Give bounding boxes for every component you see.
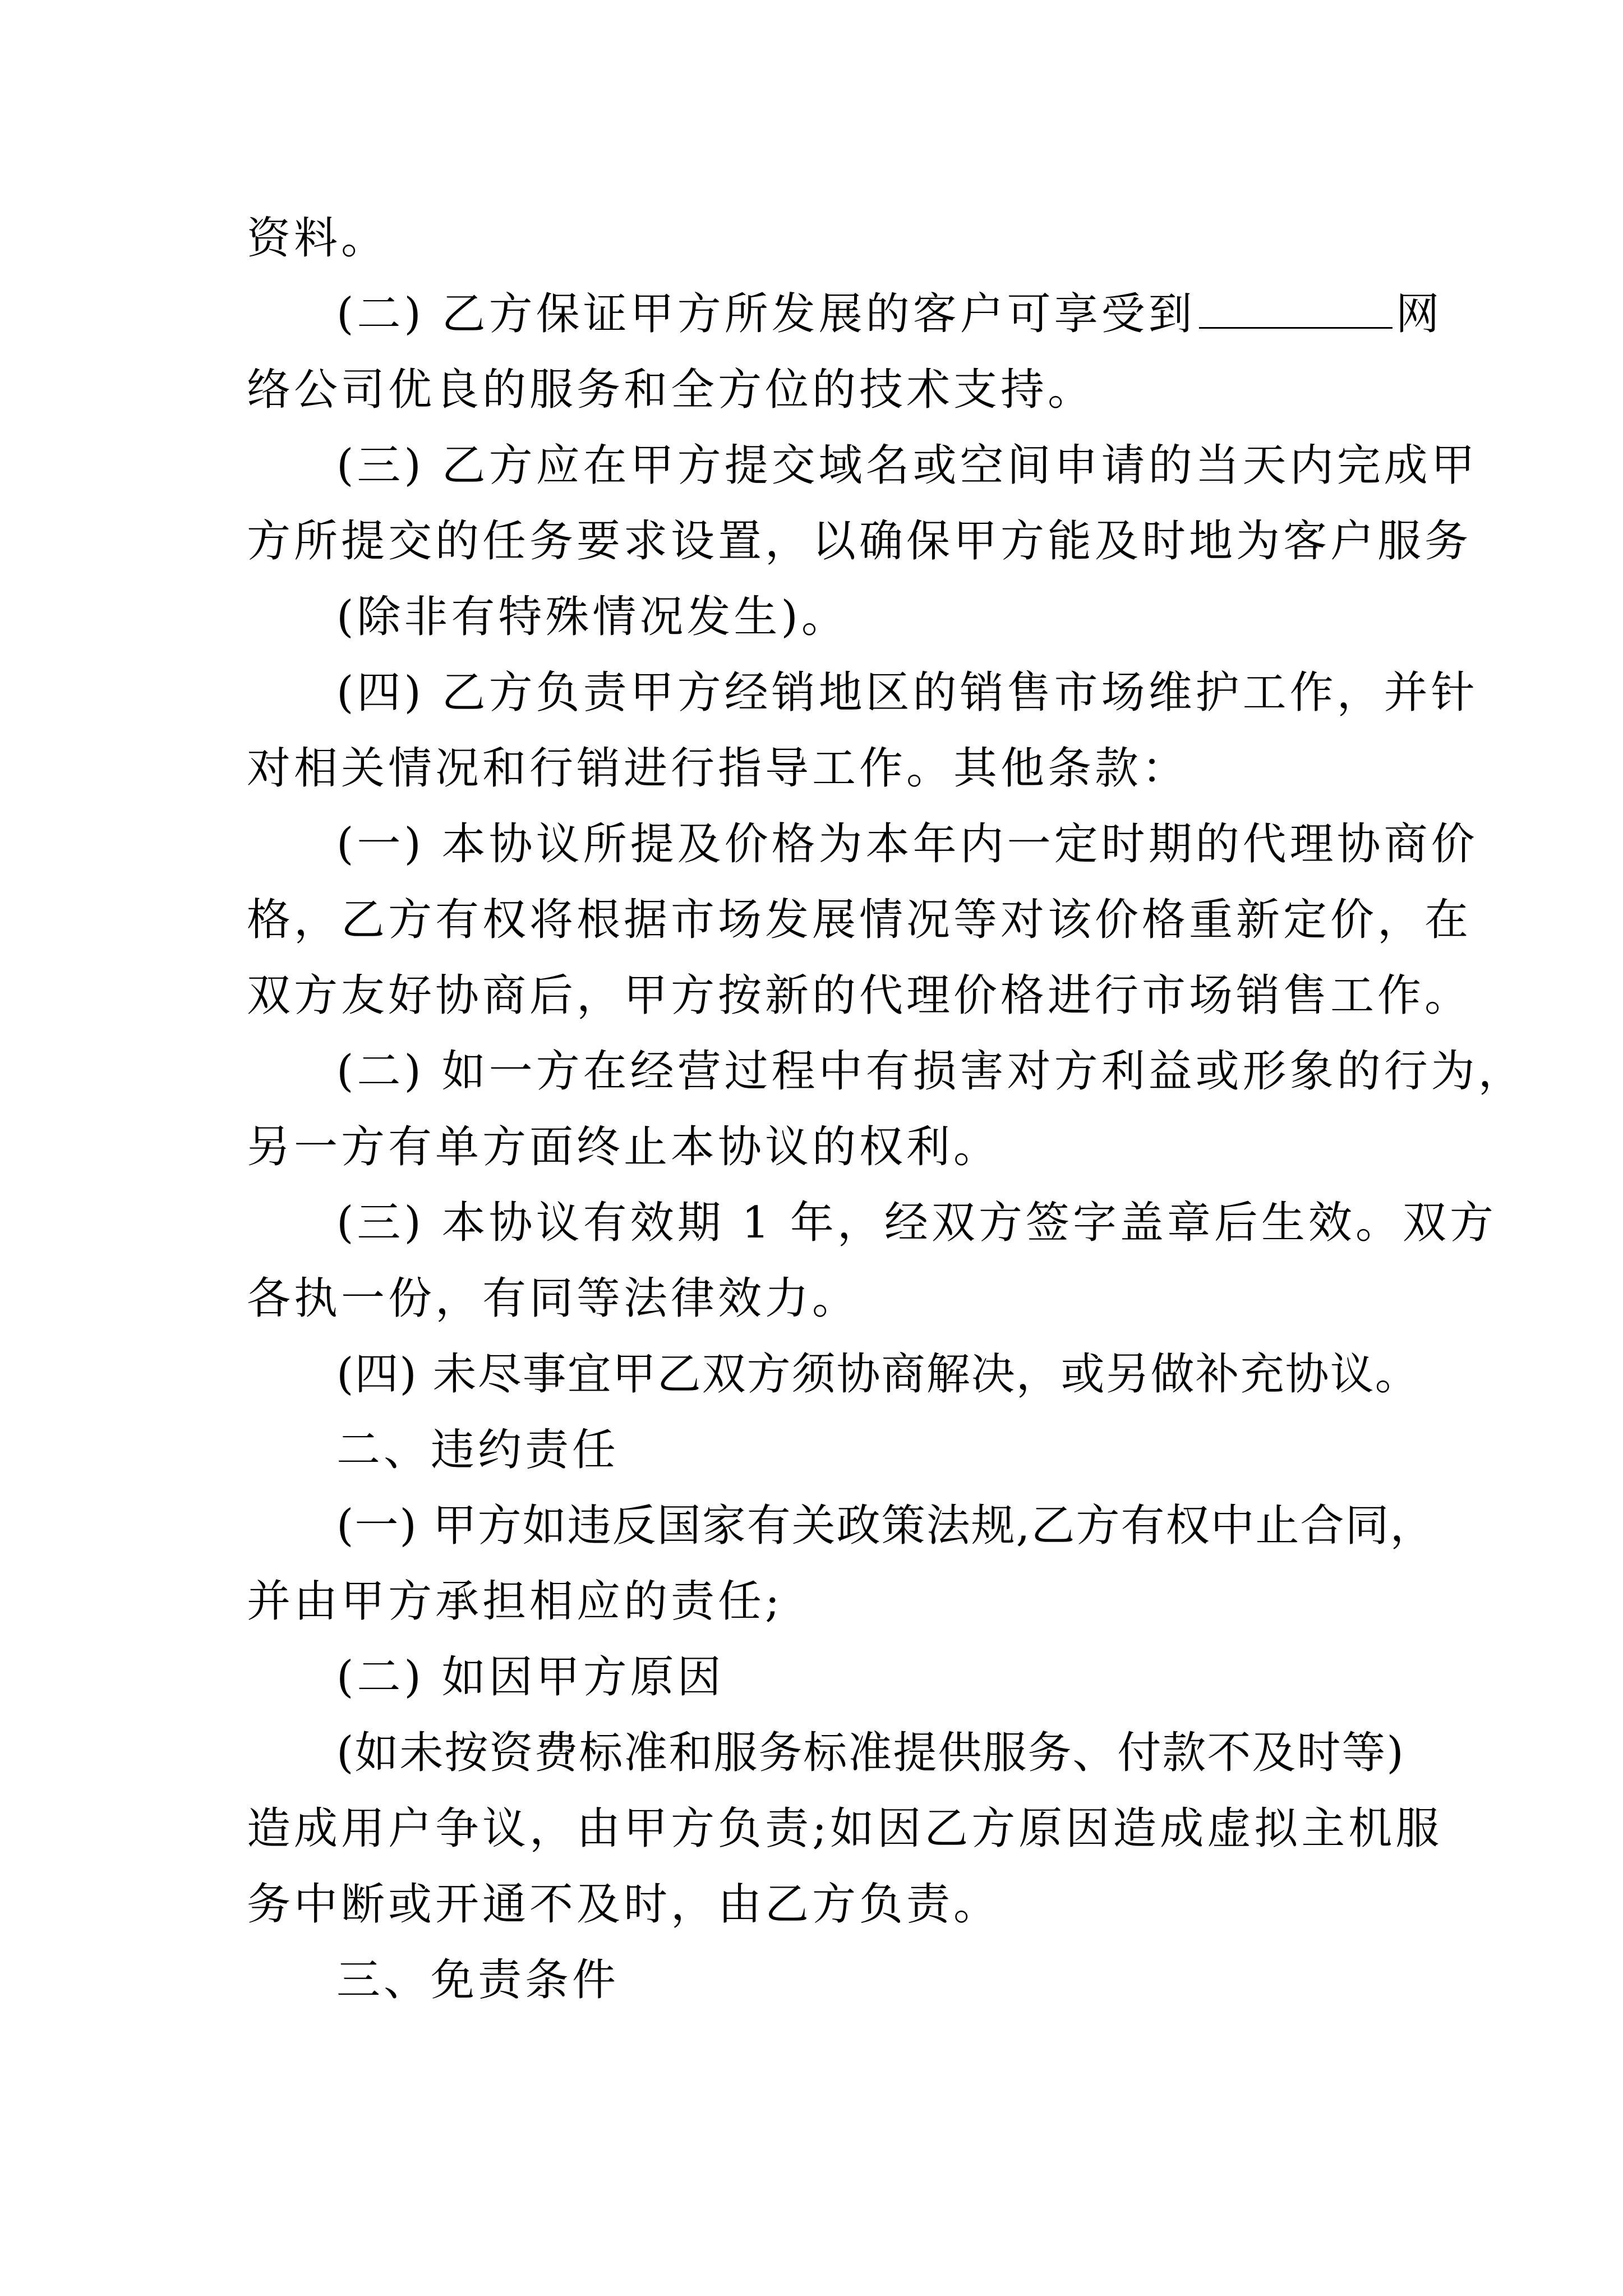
paragraph-line: (一) 甲方如违反国家有关政策法规,乙方有权中止合同， <box>336 1501 1435 1551</box>
paragraph-line <box>336 283 1443 345</box>
paragraph-text: (二) 乙方保证甲方所发展的客户可享受到 <box>336 289 1196 339</box>
paragraph-line: (二) 如一方在经营过程中有损害对方利益或形象的行为， <box>336 1046 1525 1097</box>
paragraph-line: (除非有特殊情况发生)。 <box>336 592 849 642</box>
paragraph-line: (四) 乙方负责甲方经销地区的销售市场维护工作，并针 <box>336 668 1478 718</box>
fill-in-blank <box>1199 288 1393 329</box>
paragraph-line: 双方友好协商后，甲方按新的代理价格进行市场销售工作。 <box>247 970 1472 1021</box>
paragraph-line: (四) 未尽事宜甲乙双方须协商解决，或另做补充协议。 <box>336 1349 1420 1400</box>
paragraph-line: 另一方有单方面终止本协议的权利。 <box>247 1122 1001 1172</box>
section-heading: 三、免责条件 <box>336 1955 620 2005</box>
paragraph-line: 各执一份，有同等法律效力。 <box>247 1273 860 1324</box>
paragraph-line: 方所提交的任务要求设置，以确保甲方能及时地为客户服务 <box>247 516 1472 567</box>
section-heading: 二、违约责任 <box>336 1425 620 1475</box>
paragraph-line: 络公司优良的服务和全方位的技术支持。 <box>247 365 1095 415</box>
paragraph-text: 网 <box>1395 289 1443 339</box>
paragraph-line: (一) 本协议所提及价格为本年内一定时期的代理协商价 <box>336 819 1478 869</box>
paragraph-line: 格，乙方有权将根据市场发展情况等对该价格重新定价，在 <box>247 895 1472 945</box>
paragraph-line: 对相关情况和行销进行指导工作。其他条款： <box>247 743 1189 794</box>
paragraph-line: (二) 如因甲方原因 <box>336 1652 725 1703</box>
paragraph-line: (三) 乙方应在甲方提交域名或空间申请的当天内完成甲 <box>336 440 1478 491</box>
paragraph-line: 资料。 <box>247 213 389 264</box>
paragraph-line: 并由甲方承担相应的责任; <box>247 1576 783 1627</box>
paragraph-line: (三) 本协议有效期 1 年，经双方签字盖章后生效。双方 <box>336 1198 1497 1248</box>
paragraph-line: 务中断或开通不及时，由乙方负责。 <box>247 1879 1001 1930</box>
paragraph-line: (如未按资费标准和服务标准提供服务、付款不及时等) <box>336 1728 1405 1778</box>
paragraph-line: 造成用户争议，由甲方负责;如因乙方原因造成虚拟主机服 <box>247 1803 1443 1854</box>
